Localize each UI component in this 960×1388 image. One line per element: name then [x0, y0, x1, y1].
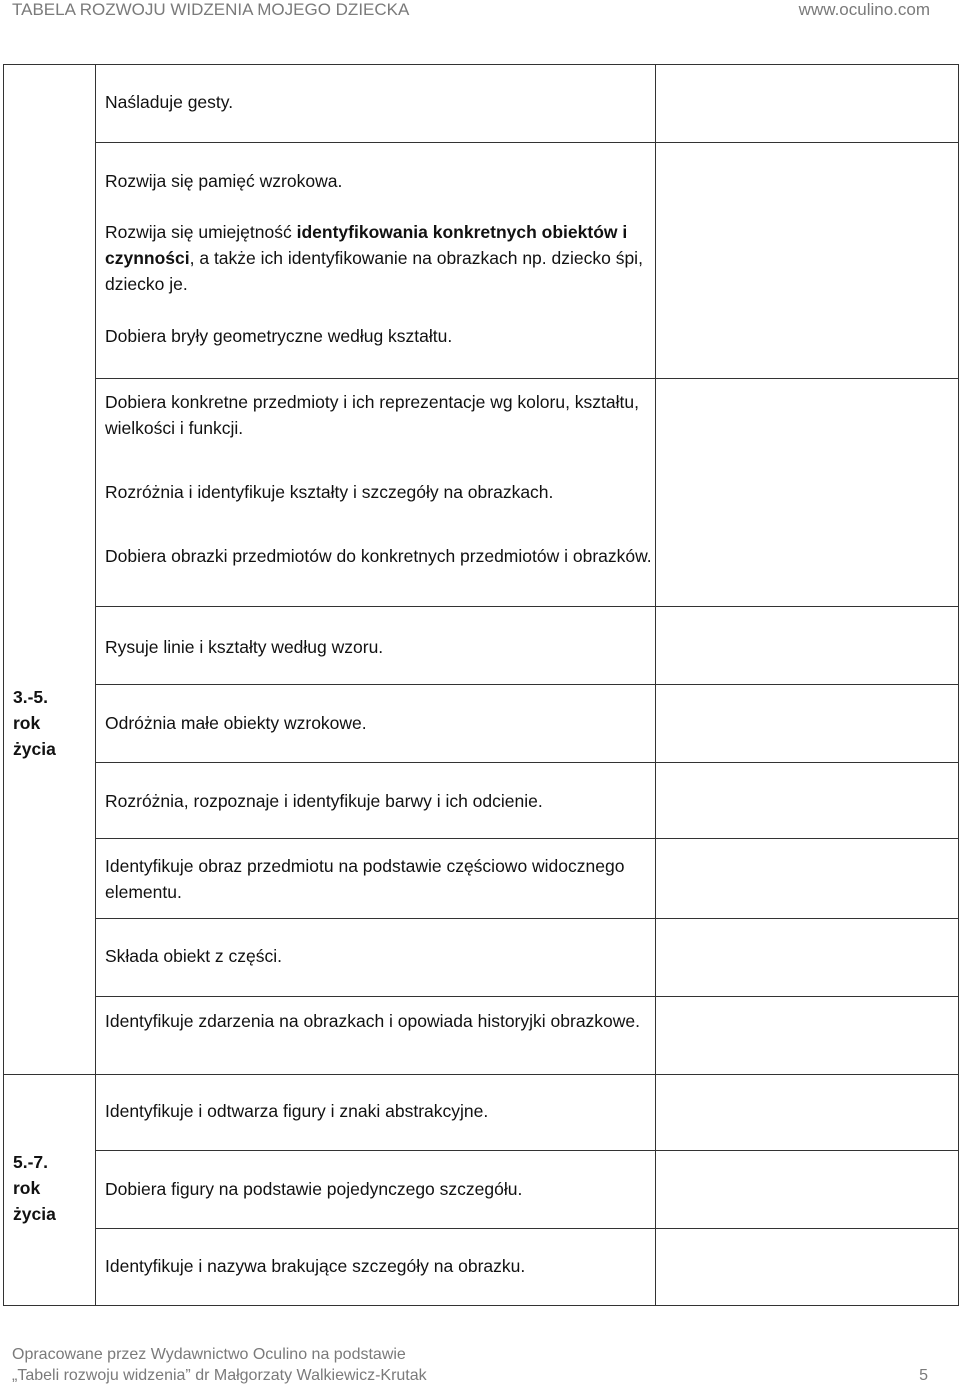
skill-item: Dobiera bryły geometryczne według kształtu. [105, 326, 453, 346]
skill-item: Rozwija się pamięć wzrokowa. [105, 171, 343, 191]
skill-item: Odróżnia małe obiekty wzrokowe. [105, 713, 367, 733]
document-header-title: TABELA ROZWOJU WIDZENIA MOJEGO DZIECKA [12, 0, 410, 19]
age-range: 5.-7. [13, 1152, 49, 1172]
row-divider [95, 918, 959, 919]
row-divider [95, 838, 959, 839]
age-label-5-7 [13, 1149, 83, 1227]
skill-item: Identyfikuje zdarzenia na obrazkach i opowiada historyjki obrazkowe. [105, 1011, 641, 1031]
table-border-bottom [3, 1305, 959, 1306]
skill-item: Rysuje linie i kształty według wzoru. [105, 637, 384, 657]
row-divider [95, 606, 959, 607]
age-suffix: życia [13, 1204, 56, 1224]
age-unit: rok [13, 1178, 41, 1198]
row-divider [95, 378, 959, 379]
skill-item: Dobiera konkretne przedmioty i ich reprezentacje wg koloru, kształtu, wielkości i funkcji. [105, 392, 639, 438]
row-divider [95, 684, 959, 685]
skill-item: Rozróżnia i identyfikuje kształty i szczegóły na obrazkach. [105, 482, 554, 502]
age-group-divider [3, 1074, 959, 1075]
skill-item: Identyfikuje i odtwarza figury i znaki abstrakcyjne. [105, 1101, 489, 1121]
table-border-top [3, 64, 959, 65]
table-border-right [958, 64, 959, 1306]
skill-text-bold: identyfikowania konkretnych obiektów i czynności [105, 222, 628, 268]
footer-credit-line-1: Opracowane przez Wydawnictwo Oculino na podstawie [12, 1346, 406, 1363]
skill-item: Składa obiekt z części. [105, 946, 283, 966]
footer-credit-line-2: „Tabeli rozwoju widzenia” dr Małgorzaty Walkiewicz-Krutak [12, 1367, 427, 1384]
skill-item: Identyfikuje obraz przedmiotu na podstawie częściowo widocznego elementu. [105, 856, 625, 902]
skill-item: Naśladuje gesty. [105, 92, 234, 112]
age-range: 3.-5. [13, 687, 49, 707]
skill-item: Dobiera figury na podstawie pojedynczego szczegółu. [105, 1179, 523, 1199]
table-border-left [3, 64, 4, 1306]
age-label-3-5 [13, 684, 83, 762]
column-divider-1 [95, 64, 96, 1306]
age-suffix: życia [13, 739, 56, 759]
row-divider [95, 762, 959, 763]
row-divider [95, 1228, 959, 1229]
age-unit: rok [13, 713, 41, 733]
row-divider [95, 142, 959, 143]
skill-text: , a także ich identyfikowanie na obrazkach np. dziecko śpi, dziecko je. [105, 248, 643, 294]
document-header-site: www.oculino.com [798, 0, 930, 19]
column-divider-2 [655, 64, 656, 1306]
skill-text: Rozwija się umiejętność [105, 222, 297, 242]
skill-item [105, 219, 653, 297]
page-number: 5 [919, 1367, 928, 1384]
skill-item: Dobiera obrazki przedmiotów do konkretnych przedmiotów i obrazków. [105, 546, 652, 566]
skill-item: Rozróżnia, rozpoznaje i identyfikuje barwy i ich odcienie. [105, 791, 543, 811]
skill-item: Identyfikuje i nazywa brakujące szczegóły na obrazku. [105, 1256, 526, 1276]
row-divider [95, 1150, 959, 1151]
row-divider [95, 996, 959, 997]
